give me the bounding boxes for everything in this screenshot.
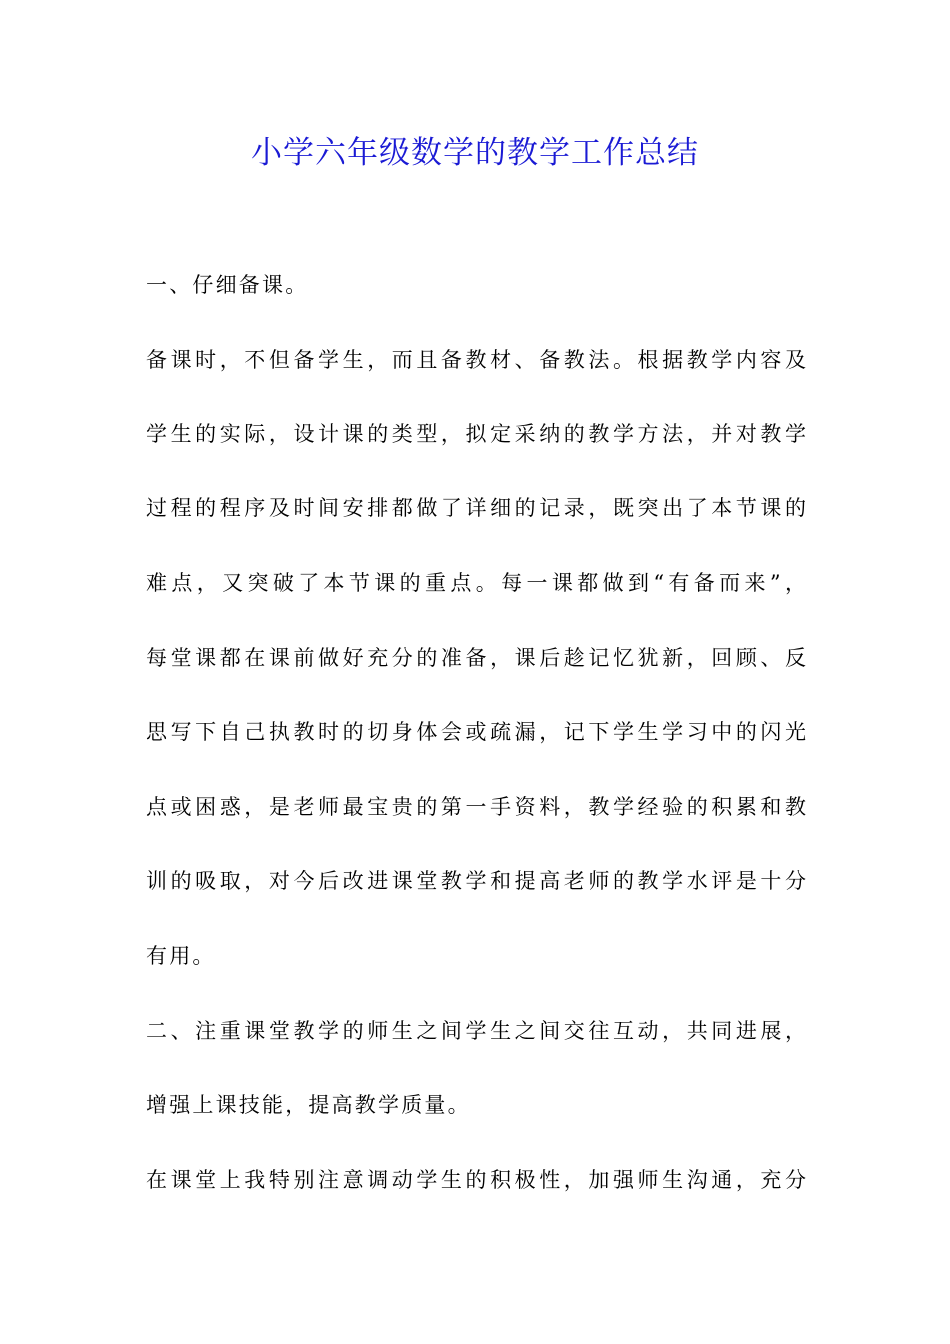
paragraph-line: 在课堂上我特别注意调动学生的积极性，加强师生沟通，充分: [146, 1168, 806, 1192]
section-heading-1: 一、仔细备课。: [146, 273, 309, 297]
paragraph-line: 思写下自己执教时的切身体会或疏漏，记下学生学习中的闪光: [146, 720, 806, 744]
paragraph-line: 备课时，不但备学生，而且备教材、备教法。根据教学内容及: [146, 348, 806, 372]
document-title: 小学六年级数学的教学工作总结: [251, 135, 699, 171]
section-heading-2: 二、注重课堂教学的师生之间学生之间交往互动，共同进展，: [146, 1019, 806, 1043]
paragraph-line: 有用。: [146, 944, 216, 968]
paragraph-line: 过程的程序及时间安排都做了详细的记录，既突出了本节课的: [146, 496, 806, 520]
paragraph-line: 学生的实际，设计课的类型，拟定采纳的教学方法，并对教学: [146, 422, 806, 446]
paragraph-line: 点或困惑，是老师最宝贵的第一手资料，教学经验的积累和教: [146, 795, 806, 819]
paragraph-line: 训的吸取，对今后改进课堂教学和提高老师的教学水评是十分: [146, 869, 806, 893]
paragraph-line: 难点，又突破了本节课的重点。每一课都做到“有备而来”，: [146, 571, 806, 595]
paragraph-line: 每堂课都在课前做好充分的准备，课后趁记忆犹新，回顾、反: [146, 646, 806, 670]
section-heading-2-continued: 增强上课技能，提高教学质量。: [146, 1093, 471, 1117]
